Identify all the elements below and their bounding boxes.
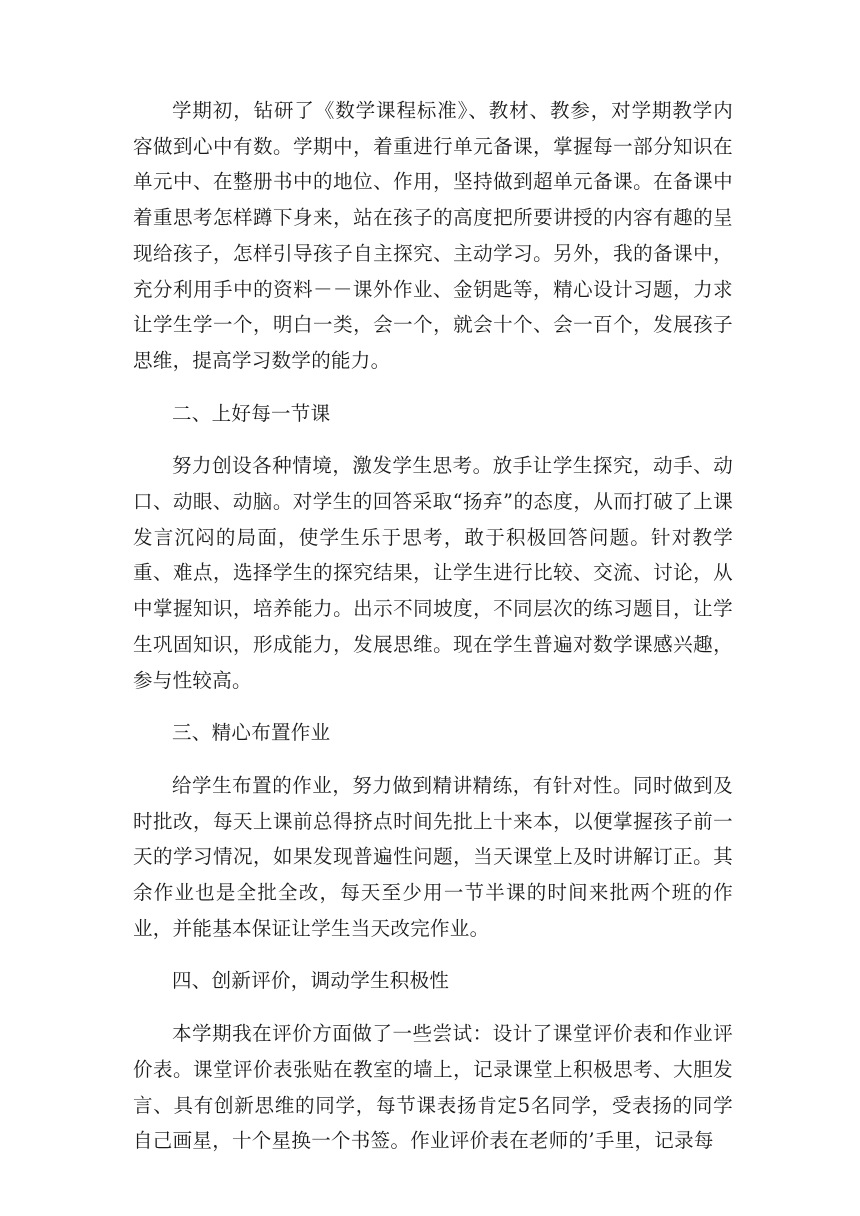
paragraph-teach-every-lesson: 努力创设各种情境，激发学生思考。放手让学生探究，动手、动口、动眼、动脑。对学生的回答采取“扬弃”的态度，从而打破了上课发言沉闷的局面，使学生乐于思考，敢于积极回答问题。针对教学重、难点，选择学生的探究结果，让学生进行比较、交流、讨论，从中掌握知识，培养能力。出示不同坡度，不同层次的练习题目，让学生巩固知识，形成能力，发展思维。现在学生普遍对数学课感兴趣，参与性较高。 <box>133 454 733 692</box>
paragraph-assign-homework: 给学生布置的作业，努力做到精讲精练，有针对性。同时做到及时批改，每天上课前总得挤点时间先批上十来本，以便掌握孩子前一天的学习情况，如果发现普遍性问题，当天课堂上及时讲解订正。其余作业也是全批全改，每天至少用一节半课的时间来批两个班的作业，并能基本保证让学生当天改完作业。 <box>133 773 733 940</box>
section-heading-innovative-evaluation: 四、创新评价，调动学生积极性 <box>172 969 450 993</box>
section-heading-assign-homework: 三、精心布置作业 <box>172 721 331 745</box>
paragraph-lesson-preparation: 学期初，钻研了《数学课程标准》、教材、教参，对学期教学内容做到心中有数。学期中，着重进行单元备课，掌握每一部分知识在单元中、在整册书中的地位、作用，坚持做到超单元备课。在备课中着重思考怎样蹲下身来，站在孩子的高度把所要讲授的内容有趣的呈现给孩子，怎样引导孩子自主探究、主动学习。另外，我的备课中，充分利用手中的资料－－课外作业、金钥匙等，精心设计习题，力求让学生学一个，明白一类，会一个，就会十个、会一百个，发展孩子思维，提高学习数学的能力。 <box>133 99 733 372</box>
document-body <box>133 93 733 1176</box>
paragraph-innovative-evaluation: 本学期我在评价方面做了一些尝试：设计了课堂评价表和作业评价表。课堂评价表张贴在教室的墙上，记录课堂上积极思考、大胆发言、具有创新思维的同学，每节课表扬肯定5名同学，受表扬的同学自己画星，十个星换一个书签。作业评价表在老师的’手里，记录每 <box>133 1022 733 1153</box>
section-heading-teach-every-lesson: 二、上好每一节课 <box>172 401 331 425</box>
